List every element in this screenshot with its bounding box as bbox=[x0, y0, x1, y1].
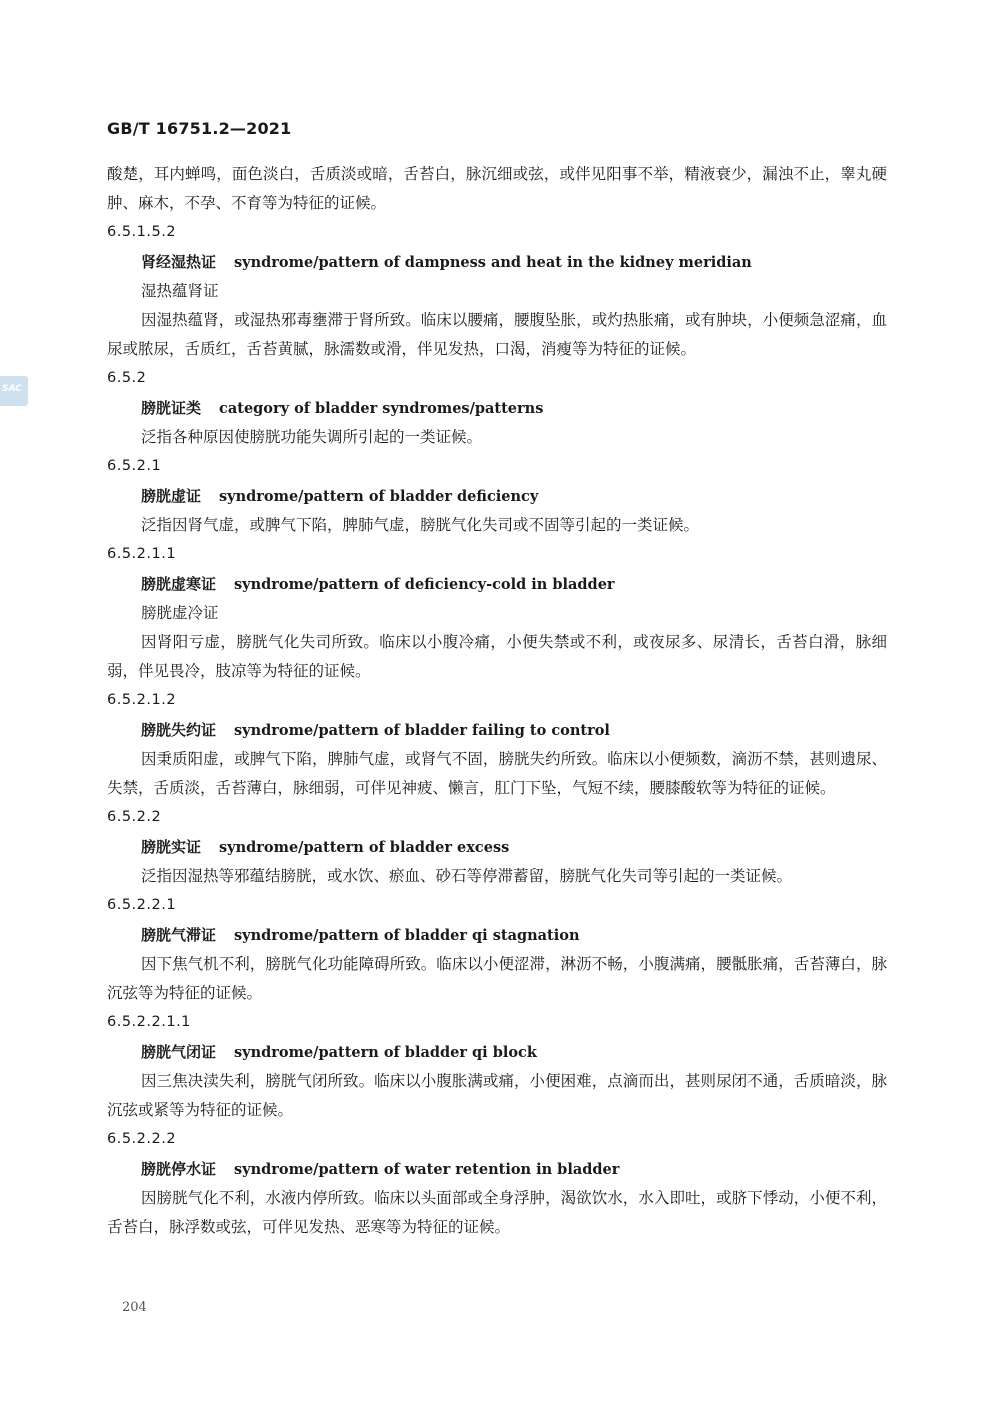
term-chinese: 膀胱停水证 bbox=[141, 1160, 217, 1178]
section-number: 6.5.2.1.1 bbox=[107, 546, 177, 562]
term-chinese: 膀胱虚证 bbox=[141, 487, 202, 505]
term-english: syndrome/pattern of bladder qi stagnation bbox=[234, 927, 580, 944]
term-english: category of bladder syndromes/patterns bbox=[219, 400, 544, 417]
paragraph: 因三焦决渎失利，膀胱气闭所致。临床以小腹胀满或痛，小便困难，点滴而出，甚则尿闭不通，舌质暗淡，脉沉弦或紧等为特征的证候。 bbox=[107, 1072, 887, 1119]
section-number: 6.5.2.2.1.1 bbox=[107, 1014, 191, 1030]
term-chinese: 膀胱失约证 bbox=[141, 721, 217, 739]
term-entry bbox=[107, 481, 887, 511]
term-entry bbox=[107, 1037, 887, 1067]
paragraph: 酸楚，耳内蝉鸣，面色淡白，舌质淡或暗，舌苔白，脉沉细或弦，或伴见阳事不举，精液衰少，漏浊不止，睾丸硬肿、麻木，不孕、不育等为特征的证候。 bbox=[107, 165, 887, 212]
term-english: syndrome/pattern of water retention in bladder bbox=[234, 1161, 620, 1178]
section-number: 6.5.1.5.2 bbox=[107, 224, 177, 240]
term-entry bbox=[107, 247, 887, 277]
paragraph: 因下焦气机不利，膀胱气化功能障碍所致。临床以小便涩滞，淋沥不畅，小腹满痛，腰骶胀痛，舌苔薄白，脉沉弦等为特征的证候。 bbox=[107, 955, 887, 1002]
paragraph: 因秉质阳虚，或脾气下陷，脾肺气虚，或肾气不固，膀胱失约所致。临床以小便频数，滴沥不禁，甚则遗尿、失禁，舌质淡，舌苔薄白，脉细弱，可伴见神疲、懒言，肛门下坠，气短不续，腰膝酸软等为特征的证候。 bbox=[107, 750, 887, 797]
term-chinese: 膀胱气闭证 bbox=[141, 1043, 217, 1061]
term-chinese: 膀胱实证 bbox=[141, 838, 202, 856]
term-chinese: 膀胱证类 bbox=[141, 399, 202, 417]
section-number: 6.5.2.2.1 bbox=[107, 897, 177, 913]
term-entry bbox=[107, 920, 887, 950]
term-english: syndrome/pattern of dampness and heat in the kidney meridian bbox=[234, 254, 752, 271]
term-entry bbox=[107, 1154, 887, 1184]
section-number: 6.5.2 bbox=[107, 370, 147, 386]
term-english: syndrome/pattern of deficiency-cold in bladder bbox=[234, 576, 615, 593]
section-number: 6.5.2.1 bbox=[107, 458, 162, 474]
paragraph: 因肾阳亏虚，膀胱气化失司所致。临床以小腹冷痛，小便失禁或不利，或夜尿多、尿清长，舌苔白滑，脉细弱，伴见畏冷，肢凉等为特征的证候。 bbox=[107, 633, 887, 680]
alternative-term: 膀胱虚冷证 bbox=[141, 604, 219, 622]
section-number: 6.5.2.2.2 bbox=[107, 1131, 177, 1147]
term-english: syndrome/pattern of bladder failing to control bbox=[234, 722, 610, 739]
term-entry bbox=[107, 569, 887, 599]
term-chinese: 膀胱虚寒证 bbox=[141, 575, 217, 593]
term-english: syndrome/pattern of bladder excess bbox=[219, 839, 510, 856]
paragraph: 泛指因肾气虚，或脾气下陷，脾肺气虚，膀胱气化失司或不固等引起的一类证候。 bbox=[141, 516, 700, 534]
term-entry bbox=[107, 715, 887, 745]
watermark-text: SAC bbox=[2, 384, 22, 394]
term-chinese: 肾经湿热证 bbox=[141, 253, 217, 271]
standard-header: GB/T 16751.2—2021 bbox=[107, 119, 292, 138]
alternative-term: 湿热蕴肾证 bbox=[141, 282, 219, 300]
sac-watermark-logo bbox=[0, 376, 28, 406]
term-entry bbox=[107, 393, 887, 423]
paragraph: 泛指因湿热等邪蕴结膀胱，或水饮、瘀血、砂石等停滞蓄留，膀胱气化失司等引起的一类证候。 bbox=[141, 867, 793, 885]
term-chinese: 膀胱气滞证 bbox=[141, 926, 217, 944]
page-number: 204 bbox=[122, 1300, 147, 1315]
term-english: syndrome/pattern of bladder qi block bbox=[234, 1044, 537, 1061]
paragraph: 泛指各种原因使膀胱功能失调所引起的一类证候。 bbox=[141, 428, 483, 446]
paragraph: 因湿热蕴肾，或湿热邪毒壅滞于肾所致。临床以腰痛，腰腹坠胀，或灼热胀痛，或有肿块，小便频急涩痛，血尿或脓尿，舌质红，舌苔黄腻，脉濡数或滑，伴见发热，口渴，消瘦等为特征的证候。 bbox=[107, 311, 887, 358]
section-number: 6.5.2.1.2 bbox=[107, 692, 177, 708]
document-body bbox=[107, 160, 887, 1242]
section-number: 6.5.2.2 bbox=[107, 809, 162, 825]
term-english: syndrome/pattern of bladder deficiency bbox=[219, 488, 539, 505]
paragraph: 因膀胱气化不利，水液内停所致。临床以头面部或全身浮肿，渴欲饮水，水入即吐，或脐下悸动，小便不利，舌苔白，脉浮数或弦，可伴见发热、恶寒等为特征的证候。 bbox=[107, 1189, 887, 1236]
term-entry bbox=[107, 832, 887, 862]
